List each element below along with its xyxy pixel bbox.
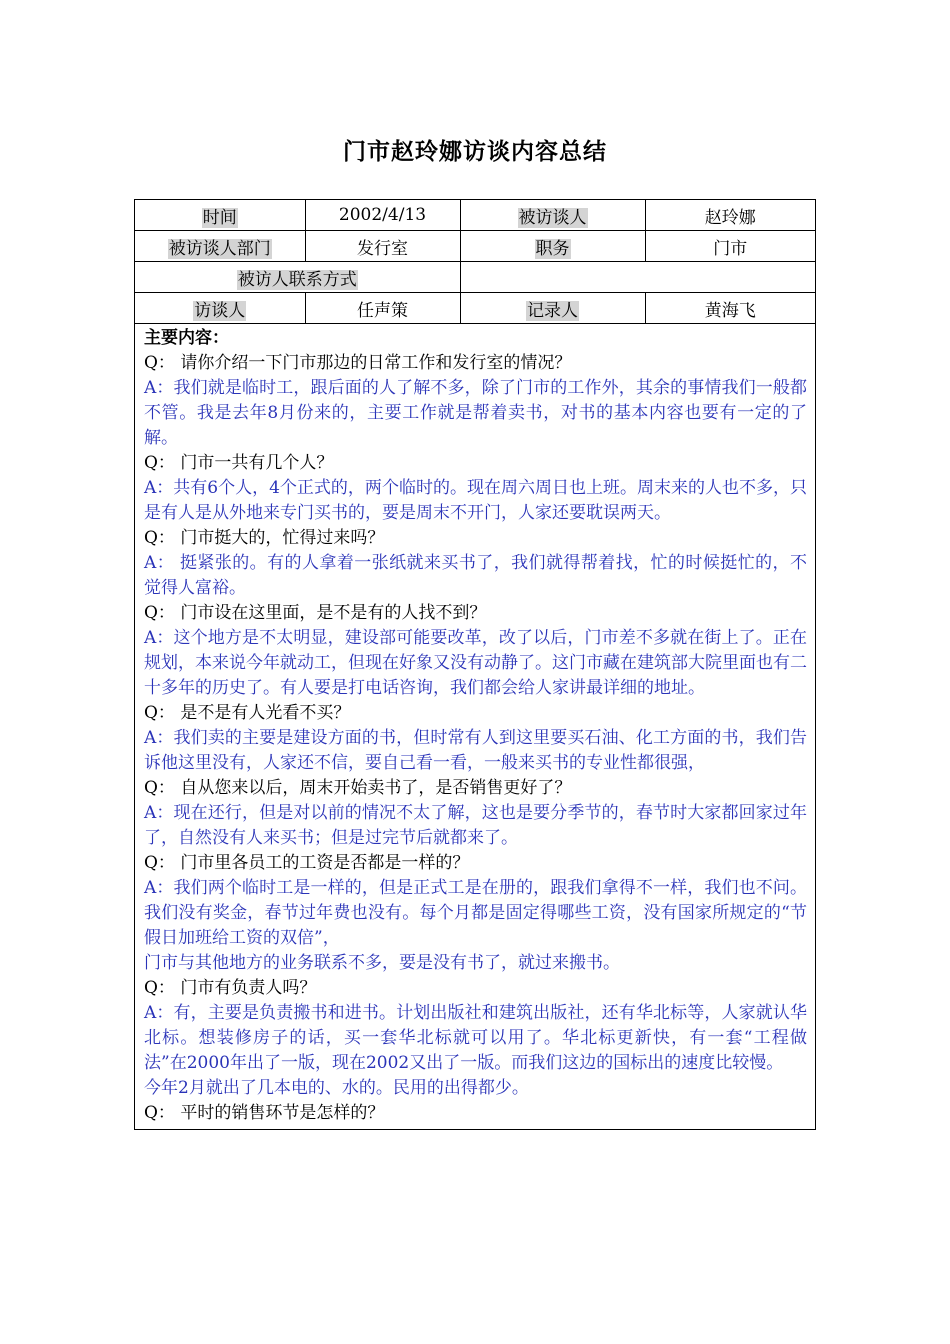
recorder-value: 黄海飞 [645, 293, 815, 324]
answer-note: 今年2月就出了几本电的、水的。民用的出得都少。 [144, 1078, 529, 1098]
interviewer-label: 访谈人 [194, 300, 246, 321]
content-heading: 主要内容： [144, 328, 229, 348]
question: Q： 门市设在这里面，是不是有的人找不到？ [144, 603, 487, 623]
answer-note: 门市与其他地方的业务联系不多，要是没有书了，就过来搬书。 [144, 953, 620, 973]
answer: A：现在还行，但是对以前的情况不太了解，这也是要分季节的，春节时大家都回家过年了，自然没有人来买书；但是过完节后就都来了。 [144, 803, 807, 848]
recorder-label-cell [460, 293, 645, 324]
meta-row-dept [135, 231, 815, 262]
question: Q： 自从您来以后，周末开始卖书了，是否销售更好了？ [144, 778, 572, 798]
question: Q： 请你介绍一下门市那边的日常工作和发行室的情况？ [144, 353, 572, 373]
question: Q： 门市里各员工的工资是否都是一样的？ [144, 853, 470, 873]
meta-row-contact [135, 262, 815, 293]
interviewer-label-cell [135, 293, 305, 324]
position-label-cell [460, 231, 645, 262]
position-label: 职务 [535, 238, 570, 259]
answer: A：我们就是临时工，跟后面的人了解不多，除了门市的工作外，其余的事情我们一般都不管。我是去年8月份来的，主要工作就是帮着卖书，对书的基本内容也要有一定的了解。 [144, 378, 807, 448]
interviewee-label-cell [460, 200, 645, 231]
time-label-cell [135, 200, 305, 231]
answer: A：我们两个临时工是一样的，但是正式工是在册的，跟我们拿得不一样，我们也不问。我们没有奖金，春节过年费也没有。每个月都是固定得哪些工资，没有国家所规定的“节假日加班给工资的双倍”， [144, 878, 807, 948]
meta-row-interviewer [135, 293, 815, 324]
interview-meta-table [135, 200, 815, 324]
document-title: 门市赵玲娜访谈内容总结 [343, 138, 607, 165]
meta-row-time [135, 200, 815, 231]
time-value: 2002/4/13 [305, 200, 460, 231]
position-value: 门市 [645, 231, 815, 262]
interviewee-label: 被访谈人 [518, 207, 587, 228]
answer: A： 挺紧张的。有的人拿着一张纸就来买书了，我们就得帮着找，忙的时候挺忙的，不觉得人富裕。 [144, 553, 807, 598]
dept-label: 被访谈人部门 [168, 238, 271, 259]
question: Q： 是不是有人光看不买？ [144, 703, 351, 723]
dept-label-cell [135, 231, 305, 262]
question: Q： 平时的销售环节是怎样的？ [144, 1103, 385, 1123]
interviewer-value: 任声策 [305, 293, 460, 324]
recorder-label: 记录人 [527, 300, 578, 321]
answer: A：我们卖的主要是建设方面的书，但时常有人到这里要买石油、化工方面的书，我们告诉他这里没有，人家还不信，要自己看一看，一般来买书的专业性都很强， [144, 728, 807, 773]
contact-label-cell [135, 262, 460, 293]
question: Q： 门市一共有几个人？ [144, 453, 334, 473]
question: Q： 门市挺大的，忙得过来吗？ [144, 528, 385, 548]
answer: A：有，主要是负责搬书和进书。计划出版社和建筑出版社，还有华北标等，人家就认华北标。想装修房子的话，买一套华北标就可以用了。华北标更新快，有一套“工程做法”在2000年出了一版，现在2002又出了一版。而我们这边的国标出的速度比较慢。 [144, 1003, 807, 1073]
interviewee-value: 赵玲娜 [645, 200, 815, 231]
contact-value [460, 262, 815, 293]
contact-label: 被访人联系方式 [237, 269, 357, 290]
answer: A：这个地方是不太明显，建设部可能要改革，改了以后，门市差不多就在街上了。正在规划，本来说今年就动工，但现在好象又没有动静了。这门市藏在建筑部大院里面也有二十多年的历史了。有人要是打电话咨询，我们都会给人家讲最详细的地址。 [144, 628, 807, 698]
answer: A：共有6个人，4个正式的，两个临时的。现在周六周日也上班。周末来的人也不多，只是有人是从外地来专门买书的，要是周末不开门，人家还要耽误两天。 [144, 478, 807, 523]
dept-value: 发行室 [305, 231, 460, 262]
time-label: 时间 [202, 207, 237, 228]
interview-form [134, 199, 816, 1130]
interview-content [135, 324, 815, 1129]
question: Q： 门市有负责人吗？ [144, 978, 317, 998]
